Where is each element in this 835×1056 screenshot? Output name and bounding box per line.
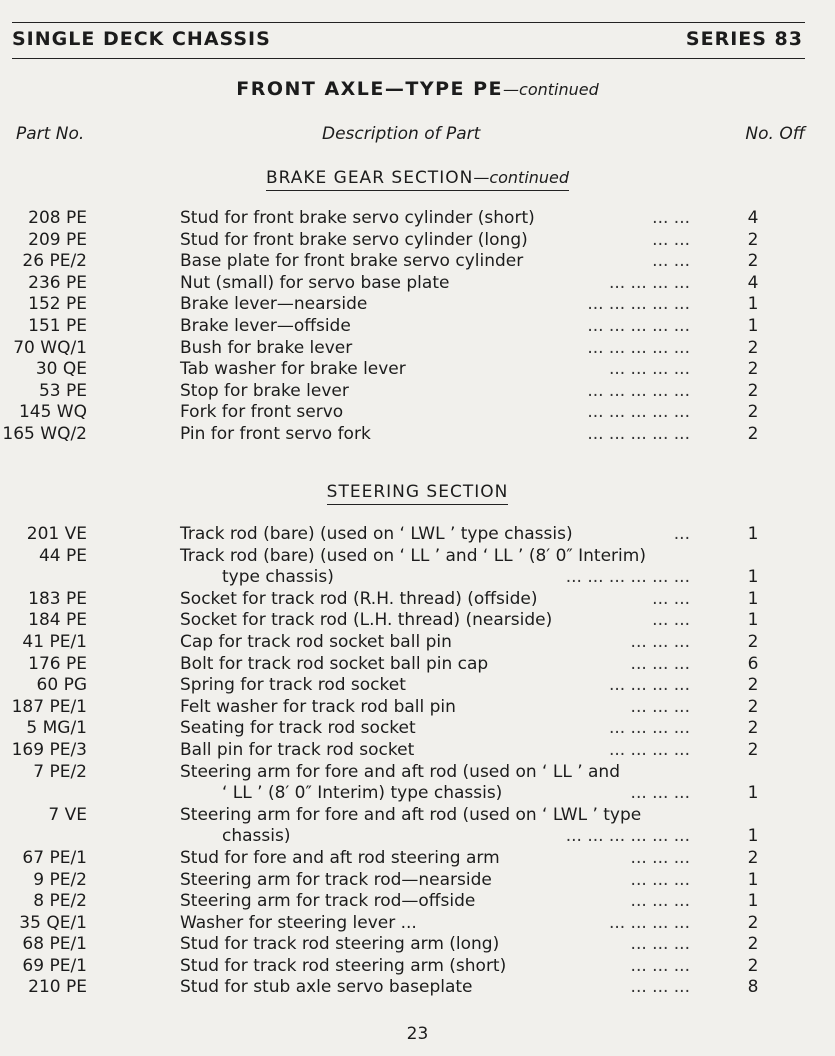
part-number: 8 PE/2 bbox=[33, 891, 87, 912]
part-number: 5 MG/1 bbox=[26, 718, 87, 739]
part-description: Pin for front servo fork bbox=[180, 423, 371, 444]
header-series: SERIES 83 bbox=[685, 28, 803, 50]
table-row bbox=[0, 402, 835, 424]
leader-dots: ... ... ... bbox=[630, 869, 690, 890]
part-description: Stud for front brake servo cylinder (short) bbox=[180, 208, 535, 228]
part-description: Nut (small) for servo base plate bbox=[180, 272, 450, 293]
table-row bbox=[0, 826, 835, 848]
table-row bbox=[0, 632, 835, 654]
part-number: 169 PE/3 bbox=[11, 739, 87, 760]
part-description: Cap for track rod socket ball pin bbox=[180, 631, 452, 652]
part-description: Steering arm for fore and aft rod (used on ‘ LWL ’ type bbox=[180, 804, 642, 825]
part-description: Stud for track rod steering arm (short) bbox=[180, 955, 507, 976]
leader-dots: ... ... bbox=[652, 251, 690, 272]
part-description: Track rod (bare) (used on ‘ LWL ’ type chassis) bbox=[180, 524, 573, 544]
table-row bbox=[0, 251, 835, 273]
part-description: Steering arm for track rod—nearside bbox=[180, 869, 492, 890]
top-rule bbox=[12, 22, 805, 23]
part-number: 67 PE/1 bbox=[22, 847, 87, 868]
table-row bbox=[0, 783, 835, 805]
part-number: 210 PE bbox=[28, 977, 87, 998]
table-row bbox=[0, 567, 835, 589]
table-row bbox=[0, 697, 835, 719]
leader-dots: ... ... ... ... bbox=[608, 272, 690, 293]
table-row bbox=[0, 934, 835, 956]
quantity-off: 2 bbox=[747, 718, 759, 739]
table-row bbox=[0, 546, 835, 568]
quantity-off: 8 bbox=[747, 977, 759, 998]
part-number: 152 PE bbox=[28, 294, 87, 315]
quantity-off: 1 bbox=[747, 588, 759, 609]
table-row bbox=[0, 294, 835, 316]
part-description: Tab washer for brake lever bbox=[180, 359, 406, 380]
part-number: 165 WQ/2 bbox=[2, 423, 87, 444]
quantity-off: 2 bbox=[747, 251, 759, 272]
part-description: Washer for steering lever ... bbox=[180, 912, 417, 933]
table-row bbox=[0, 381, 835, 403]
table-row bbox=[0, 977, 835, 999]
steering-section-title: STEERING SECTION bbox=[327, 482, 509, 505]
leader-dots: ... ... ... ... ... bbox=[587, 337, 690, 358]
part-number: 68 PE/1 bbox=[22, 934, 87, 955]
table-row bbox=[0, 208, 835, 230]
brake-parts-list bbox=[0, 208, 835, 446]
part-description: Stud for fore and aft rod steering arm bbox=[180, 847, 500, 868]
table-row bbox=[0, 718, 835, 740]
table-row bbox=[0, 524, 835, 546]
header-title: SINGLE DECK CHASSIS bbox=[12, 28, 271, 50]
column-header-no-off: No. Off bbox=[745, 124, 805, 144]
table-row bbox=[0, 589, 835, 611]
part-number: 145 WQ bbox=[18, 402, 87, 423]
leader-dots: ... ... ... ... ... bbox=[587, 294, 690, 315]
part-description: Socket for track rod (L.H. thread) (nearside) bbox=[180, 610, 553, 631]
leader-dots: ... ... bbox=[652, 610, 690, 631]
leader-dots: ... ... ... bbox=[630, 891, 690, 912]
part-number: 9 PE/2 bbox=[33, 869, 87, 890]
table-row bbox=[0, 273, 835, 295]
table-row bbox=[0, 359, 835, 381]
part-description: Base plate for front brake servo cylinder bbox=[180, 251, 524, 272]
subtitle-main: FRONT AXLE—TYPE PE bbox=[236, 78, 504, 100]
part-description: Steering arm for track rod—offside bbox=[180, 891, 476, 912]
quantity-off: 1 bbox=[747, 524, 759, 544]
table-row bbox=[0, 913, 835, 935]
table-row bbox=[0, 654, 835, 676]
header-rule bbox=[12, 58, 805, 59]
part-number: 35 QE/1 bbox=[19, 912, 87, 933]
part-description: Steering arm for fore and aft rod (used on ‘ LL ’ and bbox=[180, 761, 620, 782]
part-description: Spring for track rod socket bbox=[180, 675, 406, 696]
part-description: Stop for brake lever bbox=[180, 380, 349, 401]
table-row bbox=[0, 610, 835, 632]
part-number: 41 PE/1 bbox=[22, 631, 87, 652]
quantity-off: 1 bbox=[747, 315, 759, 336]
part-number: 208 PE bbox=[28, 208, 87, 228]
table-row bbox=[0, 870, 835, 892]
column-header-part: Part No. bbox=[16, 124, 85, 144]
table-row bbox=[0, 675, 835, 697]
table-row bbox=[0, 424, 835, 446]
quantity-off: 2 bbox=[747, 955, 759, 976]
part-number: 30 QE bbox=[35, 359, 87, 380]
quantity-off: 4 bbox=[747, 208, 759, 228]
brake-section-continued: —continued bbox=[473, 168, 570, 187]
part-number: 236 PE bbox=[28, 272, 87, 293]
part-description: Stud for stub axle servo baseplate bbox=[180, 977, 473, 998]
part-number: 7 PE/2 bbox=[33, 761, 87, 782]
steering-parts-list bbox=[0, 524, 835, 999]
leader-dots: ... ... ... bbox=[630, 783, 690, 804]
part-number: 7 VE bbox=[48, 804, 87, 825]
part-number: 26 PE/2 bbox=[22, 251, 87, 272]
part-number: 70 WQ/1 bbox=[13, 337, 87, 358]
quantity-off: 2 bbox=[747, 696, 759, 717]
quantity-off: 2 bbox=[747, 631, 759, 652]
leader-dots: ... ... ... ... ... bbox=[587, 380, 690, 401]
table-row bbox=[0, 762, 835, 784]
part-number: 183 PE bbox=[28, 588, 87, 609]
part-number: 69 PE/1 bbox=[22, 955, 87, 976]
quantity-off: 4 bbox=[747, 272, 759, 293]
leader-dots: ... ... bbox=[652, 229, 690, 250]
leader-dots: ... ... ... ... bbox=[608, 739, 690, 760]
quantity-off: 2 bbox=[747, 337, 759, 358]
quantity-off: 1 bbox=[747, 891, 759, 912]
part-description: Bush for brake lever bbox=[180, 337, 353, 358]
leader-dots: ... ... ... bbox=[630, 847, 690, 868]
part-description: Stud for front brake servo cylinder (long) bbox=[180, 229, 528, 250]
table-row bbox=[0, 805, 835, 827]
part-description: Brake lever—offside bbox=[180, 315, 351, 336]
part-description: Fork for front servo bbox=[180, 402, 344, 423]
part-number: 201 VE bbox=[26, 524, 87, 544]
leader-dots: ... ... ... bbox=[630, 977, 690, 998]
leader-dots: ... ... ... ... ... ... bbox=[565, 567, 690, 588]
quantity-off: 1 bbox=[747, 610, 759, 631]
page-subtitle bbox=[0, 78, 835, 100]
section-title-steering bbox=[0, 482, 835, 502]
leader-dots: ... ... ... bbox=[630, 631, 690, 652]
quantity-off: 2 bbox=[747, 402, 759, 423]
leader-dots: ... ... ... ... bbox=[608, 359, 690, 380]
leader-dots: ... ... ... bbox=[630, 955, 690, 976]
leader-dots: ... ... ... ... ... ... bbox=[565, 826, 690, 847]
quantity-off: 2 bbox=[747, 934, 759, 955]
leader-dots: ... ... ... bbox=[630, 696, 690, 717]
leader-dots: ... ... ... bbox=[630, 653, 690, 674]
quantity-off: 2 bbox=[747, 739, 759, 760]
table-row bbox=[0, 338, 835, 360]
quantity-off: 1 bbox=[747, 869, 759, 890]
table-row bbox=[0, 740, 835, 762]
part-description: Bolt for track rod socket ball pin cap bbox=[180, 653, 489, 674]
leader-dots: ... ... ... ... bbox=[608, 675, 690, 696]
part-description: ‘ LL ’ (8′ 0″ Interim) type chassis) bbox=[222, 783, 503, 804]
leader-dots: ... ... ... ... bbox=[608, 718, 690, 739]
quantity-off: 2 bbox=[747, 359, 759, 380]
part-description: Stud for track rod steering arm (long) bbox=[180, 934, 500, 955]
leader-dots: ... ... ... ... ... bbox=[587, 315, 690, 336]
part-description: chassis) bbox=[222, 826, 291, 847]
column-header-description: Description of Part bbox=[322, 124, 481, 144]
section-title-brake-gear bbox=[0, 168, 835, 188]
leader-dots: ... ... bbox=[652, 208, 690, 228]
part-description: Seating for track rod socket bbox=[180, 718, 416, 739]
quantity-off: 2 bbox=[747, 912, 759, 933]
leader-dots: ... bbox=[673, 524, 690, 544]
quantity-off: 1 bbox=[747, 567, 759, 588]
part-number: 53 PE bbox=[38, 380, 87, 401]
quantity-off: 2 bbox=[747, 229, 759, 250]
quantity-off: 1 bbox=[747, 826, 759, 847]
leader-dots: ... ... bbox=[652, 588, 690, 609]
quantity-off: 6 bbox=[747, 653, 759, 674]
part-description: Brake lever—nearside bbox=[180, 294, 368, 315]
table-row bbox=[0, 956, 835, 978]
part-number: 176 PE bbox=[28, 653, 87, 674]
leader-dots: ... ... ... ... ... bbox=[587, 423, 690, 444]
part-description: Socket for track rod (R.H. thread) (offside) bbox=[180, 588, 538, 609]
quantity-off: 2 bbox=[747, 675, 759, 696]
leader-dots: ... ... ... ... ... bbox=[587, 402, 690, 423]
page-number: 23 bbox=[406, 1024, 429, 1044]
part-description: type chassis) bbox=[222, 567, 334, 588]
table-row bbox=[0, 891, 835, 913]
leader-dots: ... ... ... bbox=[630, 934, 690, 955]
quantity-off: 2 bbox=[747, 423, 759, 444]
part-description: Track rod (bare) (used on ‘ LL ’ and ‘ LL ’ (8′ 0″ Interim) bbox=[180, 545, 646, 566]
leader-dots: ... ... ... ... bbox=[608, 912, 690, 933]
part-number: 151 PE bbox=[28, 315, 87, 336]
quantity-off: 2 bbox=[747, 380, 759, 401]
table-row bbox=[0, 316, 835, 338]
part-number: 184 PE bbox=[28, 610, 87, 631]
part-number: 44 PE bbox=[38, 545, 87, 566]
table-row bbox=[0, 230, 835, 252]
quantity-off: 1 bbox=[747, 783, 759, 804]
part-number: 209 PE bbox=[28, 229, 87, 250]
quantity-off: 2 bbox=[747, 847, 759, 868]
part-number: 60 PG bbox=[36, 675, 87, 696]
part-number: 187 PE/1 bbox=[11, 696, 87, 717]
quantity-off: 1 bbox=[747, 294, 759, 315]
table-row bbox=[0, 848, 835, 870]
subtitle-continued: —continued bbox=[503, 80, 599, 99]
part-description: Ball pin for track rod socket bbox=[180, 739, 415, 760]
brake-section-title: BRAKE GEAR SECTION bbox=[265, 168, 474, 188]
part-description: Felt washer for track rod ball pin bbox=[180, 696, 456, 717]
